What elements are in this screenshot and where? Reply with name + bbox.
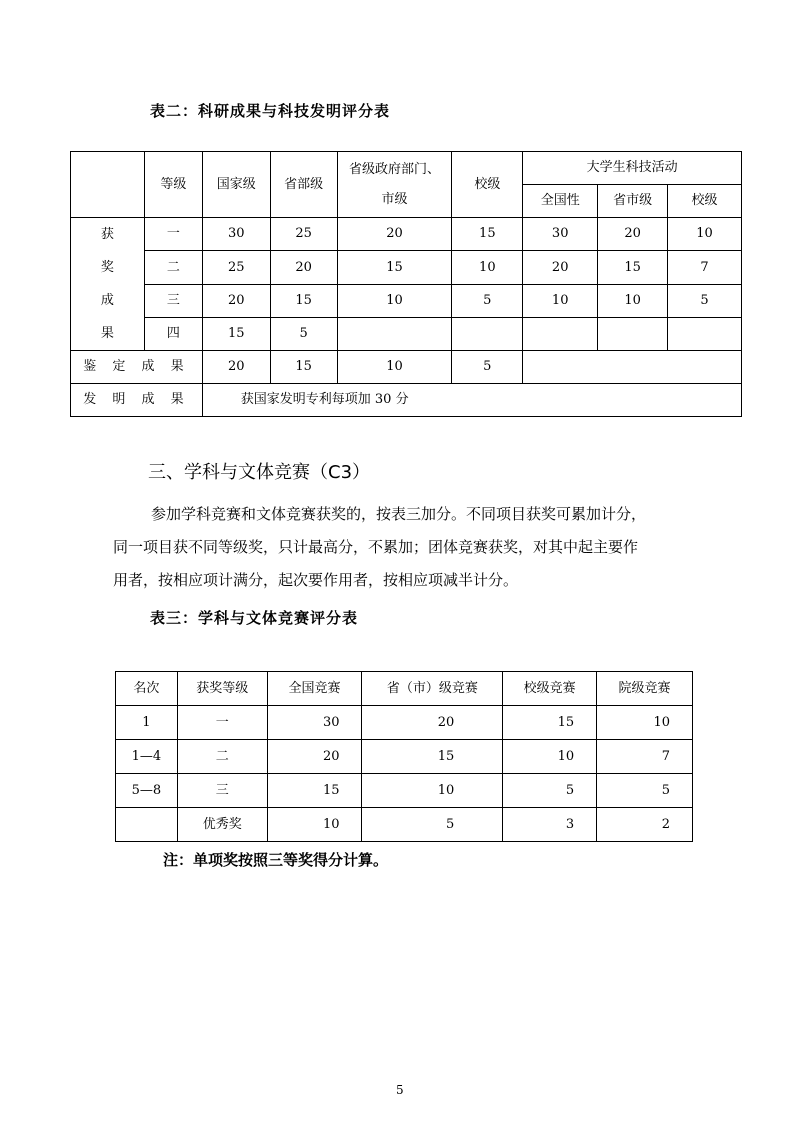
header-provincial-contest: 省（市）级竞赛: [362, 672, 503, 706]
corner-cell: [71, 152, 145, 218]
score-cell: 10: [523, 284, 598, 317]
invention-rule: 获国家发明专利每项加 30 分: [202, 384, 741, 417]
header-student-activity: 大学生科技活动: [523, 152, 742, 185]
score-cell: 10: [452, 251, 523, 284]
section-paragraph: [113, 498, 713, 597]
grade-cell: 三: [144, 284, 202, 317]
grade-cell: 优秀奖: [177, 808, 267, 842]
score-cell: 25: [202, 251, 270, 284]
score-cell: 20: [523, 251, 598, 284]
score-cell: 10: [597, 706, 693, 740]
paragraph-line: 参加学科竞赛和文体竞赛获奖的，按表三加分。不同项目获奖可累加计分，: [151, 505, 647, 523]
score-cell: 30: [523, 218, 598, 251]
award-achievements-label: [71, 218, 145, 351]
score-cell: [337, 317, 452, 350]
header-school-contest: 校级竞赛: [503, 672, 597, 706]
invention-label: 发 明 成 果: [71, 384, 203, 417]
score-cell: [598, 317, 668, 350]
award-label-char: 果: [100, 326, 114, 341]
award-label-char: 成: [100, 293, 114, 308]
score-cell: 15: [267, 774, 362, 808]
table3-competition-scoring: [115, 671, 693, 842]
rank-cell: 5—8: [116, 774, 178, 808]
header-provincial-line1: 省级政府部门、: [348, 161, 440, 177]
score-cell: 20: [202, 284, 270, 317]
score-cell: 30: [267, 706, 362, 740]
header-rank: 名次: [116, 672, 178, 706]
header-national: 国家级: [202, 152, 270, 218]
score-cell: 10: [362, 774, 503, 808]
score-cell: 15: [202, 317, 270, 350]
section-heading: 三、学科与文体竞赛（C3）: [148, 462, 371, 483]
score-cell: 7: [668, 251, 742, 284]
grade-cell: 三: [177, 774, 267, 808]
table2-research-scoring: [70, 151, 742, 417]
grade-cell: 二: [177, 740, 267, 774]
score-cell: 10: [668, 218, 742, 251]
table3-caption: 表三：学科与文体竞赛评分表: [150, 609, 359, 627]
score-cell: 7: [597, 740, 693, 774]
score-cell: 10: [267, 808, 362, 842]
grade-cell: 一: [177, 706, 267, 740]
score-cell: 2: [597, 808, 693, 842]
score-cell: 20: [202, 351, 270, 384]
score-cell: 15: [598, 251, 668, 284]
score-cell: 25: [270, 218, 337, 251]
score-cell: 15: [452, 218, 523, 251]
score-cell: 5: [597, 774, 693, 808]
score-cell: 10: [337, 351, 452, 384]
grade-cell: 二: [144, 251, 202, 284]
header-level: 等级: [144, 152, 202, 218]
score-cell: 5: [362, 808, 503, 842]
score-cell: 30: [202, 218, 270, 251]
header-ministry: 省部级: [270, 152, 337, 218]
score-cell: 20: [362, 706, 503, 740]
rank-cell: [116, 808, 178, 842]
score-cell: 20: [598, 218, 668, 251]
page-number: 5: [396, 1083, 404, 1097]
header-college-contest: 院级竞赛: [597, 672, 693, 706]
score-cell: 5: [452, 351, 523, 384]
score-cell: 5: [668, 284, 742, 317]
score-cell: 15: [270, 351, 337, 384]
award-label-char: 奖: [100, 260, 114, 275]
score-cell: [523, 317, 598, 350]
score-cell: 5: [452, 284, 523, 317]
subheader-school: 校级: [668, 185, 742, 218]
header-national-contest: 全国竞赛: [267, 672, 362, 706]
score-cell: 5: [503, 774, 597, 808]
subheader-city: 省市级: [598, 185, 668, 218]
score-cell: [668, 317, 742, 350]
award-label-char: 获: [100, 227, 114, 242]
empty-cell: [523, 351, 742, 384]
score-cell: 15: [337, 251, 452, 284]
subheader-national: 全国性: [523, 185, 598, 218]
rank-cell: 1: [116, 706, 178, 740]
grade-cell: 一: [144, 218, 202, 251]
score-cell: 20: [267, 740, 362, 774]
score-cell: 15: [503, 706, 597, 740]
header-school: 校级: [452, 152, 523, 218]
score-cell: 15: [270, 284, 337, 317]
appraisal-label: 鉴 定 成 果: [71, 351, 203, 384]
score-cell: 10: [598, 284, 668, 317]
header-award-grade: 获奖等级: [177, 672, 267, 706]
score-cell: 5: [270, 317, 337, 350]
rank-cell: 1—4: [116, 740, 178, 774]
score-cell: 10: [503, 740, 597, 774]
score-cell: 20: [270, 251, 337, 284]
score-cell: 20: [337, 218, 452, 251]
header-provincial: [337, 152, 452, 218]
header-provincial-line2: 市级: [381, 191, 408, 207]
paragraph-line: 用者，按相应项计满分，起次要作用者，按相应项减半计分。: [113, 571, 519, 589]
score-cell: 3: [503, 808, 597, 842]
table2-caption: 表二：科研成果与科技发明评分表: [150, 102, 391, 120]
table3-note: 注：单项奖按照三等奖得分计算。: [163, 851, 389, 869]
score-cell: [452, 317, 523, 350]
paragraph-line: 同一项目获不同等级奖，只计最高分，不累加；团体竞赛获奖，对其中起主要作: [113, 538, 639, 556]
score-cell: 15: [362, 740, 503, 774]
score-cell: 10: [337, 284, 452, 317]
grade-cell: 四: [144, 317, 202, 350]
